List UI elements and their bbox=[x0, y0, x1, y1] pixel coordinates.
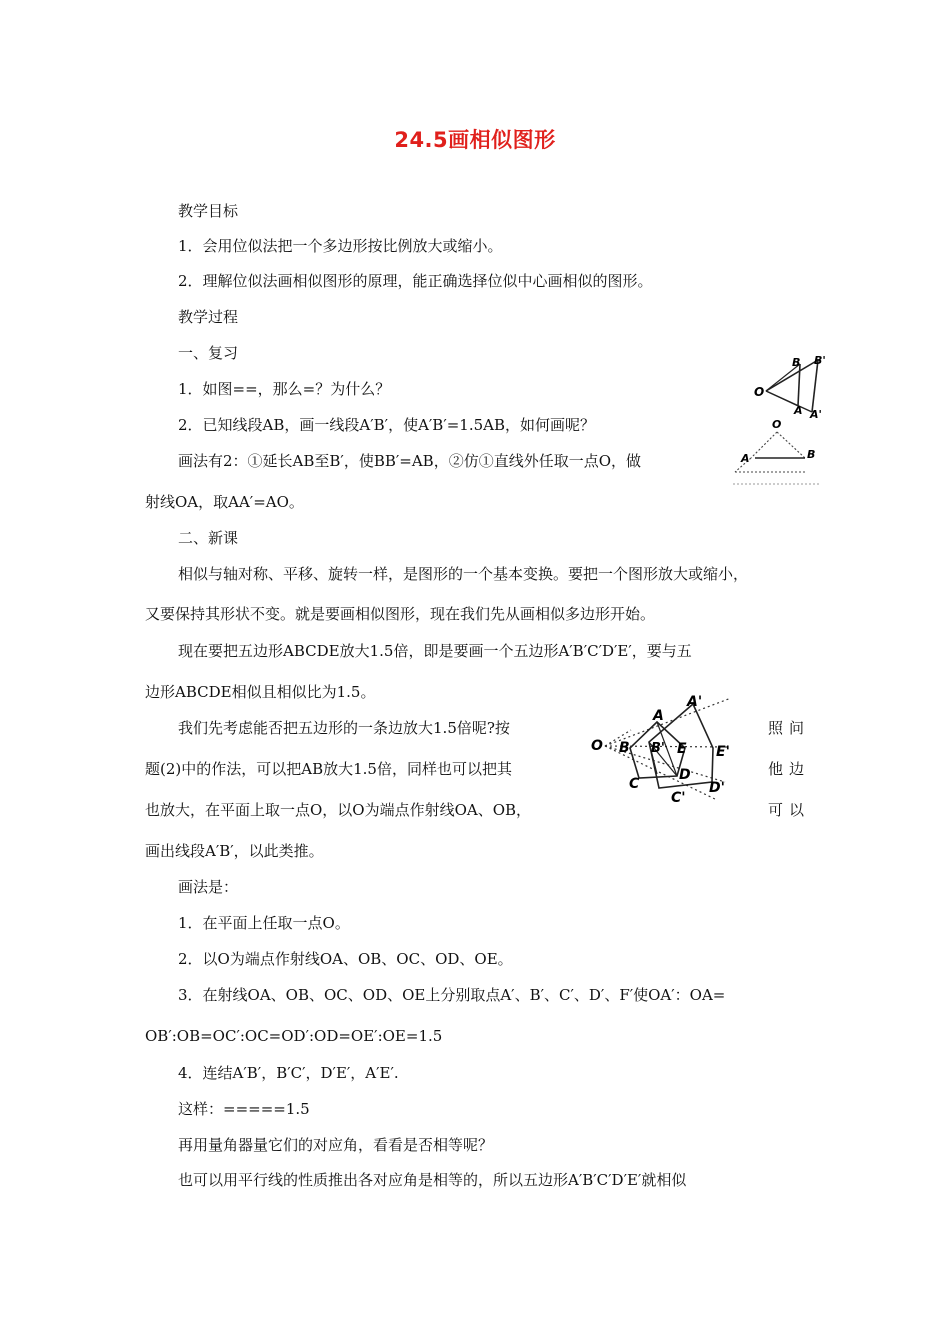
label-e-prime: E' bbox=[716, 744, 730, 760]
label-d: D bbox=[679, 767, 691, 783]
paragraph: 4．连结A′B′，B′C′，D′E′，A′E′. bbox=[178, 1064, 399, 1082]
label-b: B bbox=[792, 356, 801, 369]
paragraph: 也可以用平行线的性质推出各对应角是相等的，所以五边形A′B′C′D′E′就相似 bbox=[178, 1171, 687, 1189]
paragraph: 1．会用位似法把一个多边形按比例放大或缩小。 bbox=[178, 237, 503, 255]
label-o: O bbox=[754, 385, 765, 399]
paragraph: 1．在平面上任取一点O。 bbox=[178, 914, 350, 932]
paragraph: 1．如图==，那么=？为什么？ bbox=[178, 380, 391, 398]
label-a: A bbox=[794, 404, 803, 417]
paragraph: 2．已知线段AB，画一线段A′B′，使A′B′=1.5AB，如何画呢？ bbox=[178, 416, 596, 434]
paragraph: 也放大，在平面上取一点O，以O为端点作射线OA、OB， bbox=[145, 801, 532, 819]
section-heading-review: 一、复习 bbox=[178, 344, 239, 362]
paragraph: 画出线段A′B′，以此类推。 bbox=[145, 842, 324, 860]
paragraph: 相似与轴对称、平移、旋转一样，是图形的一个基本变换。要把一个图形放大或缩小， bbox=[178, 565, 749, 583]
paragraph: 2．以O为端点作射线OA、OB、OC、OD、OE。 bbox=[178, 950, 513, 968]
paragraph: 射线OA，取AA′=AO。 bbox=[145, 493, 304, 511]
label-a-prime: A' bbox=[810, 408, 822, 420]
figure-similar-triangles bbox=[752, 352, 836, 420]
page-title: 24.5画相似图形 bbox=[394, 128, 556, 152]
label-c: C bbox=[629, 776, 640, 792]
label-o: O bbox=[591, 738, 603, 754]
label-b-prime: B' bbox=[651, 741, 665, 756]
paragraph: 他边 bbox=[768, 760, 811, 778]
paragraph: 又要保持其形状不变。就是要画相似图形，现在我们先从画相似多边形开始。 bbox=[145, 605, 656, 623]
paragraph: 画法是： bbox=[178, 878, 239, 896]
section-heading-new: 二、新课 bbox=[178, 529, 239, 547]
paragraph: 画法有2：①延长AB至B′，使BB′=AB，②仿①直线外任取一点O，做 bbox=[178, 452, 642, 470]
paragraph: 再用量角器量它们的对应角，看看是否相等呢？ bbox=[178, 1136, 494, 1154]
paragraph: OB′:OB=OC′:OC=OD′:OD=OE′:OE=1.5 bbox=[145, 1027, 443, 1045]
label-a: A bbox=[653, 708, 664, 724]
paragraph: 边形ABCDE相似且相似比为1.5。 bbox=[145, 683, 376, 701]
paragraph: 照问 bbox=[768, 719, 811, 737]
figure-segment-construction bbox=[733, 418, 821, 486]
label-b: B bbox=[807, 448, 816, 461]
paragraph: 3．在射线OA、OB、OC、OD、OE上分别取点A′、B′、C′、D′、F′使OA′：OA= bbox=[178, 986, 726, 1004]
section-heading-goals: 教学目标 bbox=[178, 202, 239, 220]
paragraph: 题(2)中的作法，可以把AB放大1.5倍，同样也可以把其 bbox=[145, 760, 512, 778]
label-a: A bbox=[741, 452, 750, 465]
label-b-prime: B' bbox=[814, 354, 826, 367]
paragraph: 2．理解位似法画相似图形的原理，能正确选择位似中心画相似的图形。 bbox=[178, 272, 653, 290]
figure-similar-pentagons bbox=[585, 690, 735, 806]
label-o: O bbox=[772, 418, 782, 431]
label-c-prime: C' bbox=[671, 790, 686, 806]
label-b: B bbox=[619, 740, 630, 756]
label-a-prime: A' bbox=[687, 694, 703, 710]
paragraph: 这样：=====1.5 bbox=[178, 1100, 310, 1118]
section-heading-process: 教学过程 bbox=[178, 308, 239, 326]
paragraph: 现在要把五边形ABCDE放大1.5倍，即是要画一个五边形A′B′C′D′E′，要与五 bbox=[178, 642, 692, 660]
paragraph: 可以 bbox=[768, 801, 811, 819]
paragraph: 我们先考虑能否把五边形的一条边放大1.5倍呢?按 bbox=[178, 719, 510, 737]
label-e: E bbox=[677, 741, 687, 757]
label-d-prime: D' bbox=[709, 780, 725, 796]
